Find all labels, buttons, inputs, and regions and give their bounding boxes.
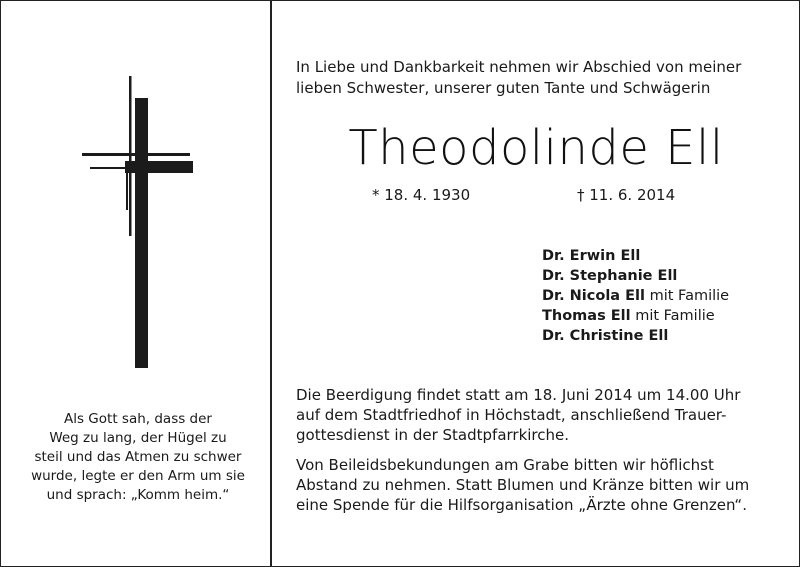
- condolence-line: Abstand zu nehmen. Statt Blumen und Kränze bitten wir um: [296, 476, 750, 494]
- mourner-name: Dr. Stephanie Ell: [542, 268, 678, 284]
- mourner: [542, 266, 729, 286]
- verse-line: und sprach: „Komm heim.“: [46, 487, 230, 503]
- verse: [18, 410, 258, 505]
- funeral-line: auf dem Stadtfriedhof in Höchstadt, anschließend Trauer-: [296, 406, 727, 424]
- mourner: [542, 286, 729, 306]
- deceased-name: Theodolinde Ell: [348, 120, 724, 176]
- mourner: [542, 306, 729, 326]
- mourner-name: Dr. Erwin Ell: [542, 248, 641, 264]
- mourner: [542, 246, 729, 266]
- intro-text: [296, 57, 796, 99]
- mourner-name: Dr. Christine Ell: [542, 328, 669, 344]
- mourner-suffix: mit Familie: [645, 288, 730, 304]
- verse-line: wurde, legte er den Arm um sie: [31, 468, 245, 484]
- verse-line: Als Gott sah, dass der: [64, 411, 212, 427]
- right-column: [272, 0, 800, 567]
- birth-date: * 18. 4. 1930: [372, 186, 471, 204]
- funeral-notice: [296, 385, 776, 515]
- mourners-list: [542, 246, 729, 346]
- mourner-name: Dr. Nicola Ell: [542, 288, 645, 304]
- cross-icon: [70, 70, 200, 380]
- verse-line: Weg zu lang, der Hügel zu: [49, 430, 227, 446]
- left-column: [0, 0, 270, 567]
- mourner: [542, 326, 729, 346]
- intro-line: In Liebe und Dankbarkeit nehmen wir Abschied von meiner: [296, 58, 742, 76]
- death-date: † 11. 6. 2014: [577, 186, 676, 204]
- mourner-name: Thomas Ell: [542, 308, 631, 324]
- verse-line: steil und das Atmen zu schwer: [34, 449, 242, 465]
- condolence-line: Von Beileidsbekundungen am Grabe bitten wir höflichst: [296, 456, 714, 474]
- intro-line: lieben Schwester, unserer guten Tante und Schwägerin: [296, 79, 711, 97]
- paragraph-gap: [296, 445, 776, 455]
- mourner-suffix: mit Familie: [630, 308, 715, 324]
- funeral-line: gottesdienst in der Stadtpfarrkirche.: [296, 426, 570, 444]
- condolence-line: eine Spende für die Hilfsorganisation „Ärzte ohne Grenzen“.: [296, 496, 747, 514]
- funeral-line: Die Beerdigung findet statt am 18. Juni 2014 um 14.00 Uhr: [296, 386, 741, 404]
